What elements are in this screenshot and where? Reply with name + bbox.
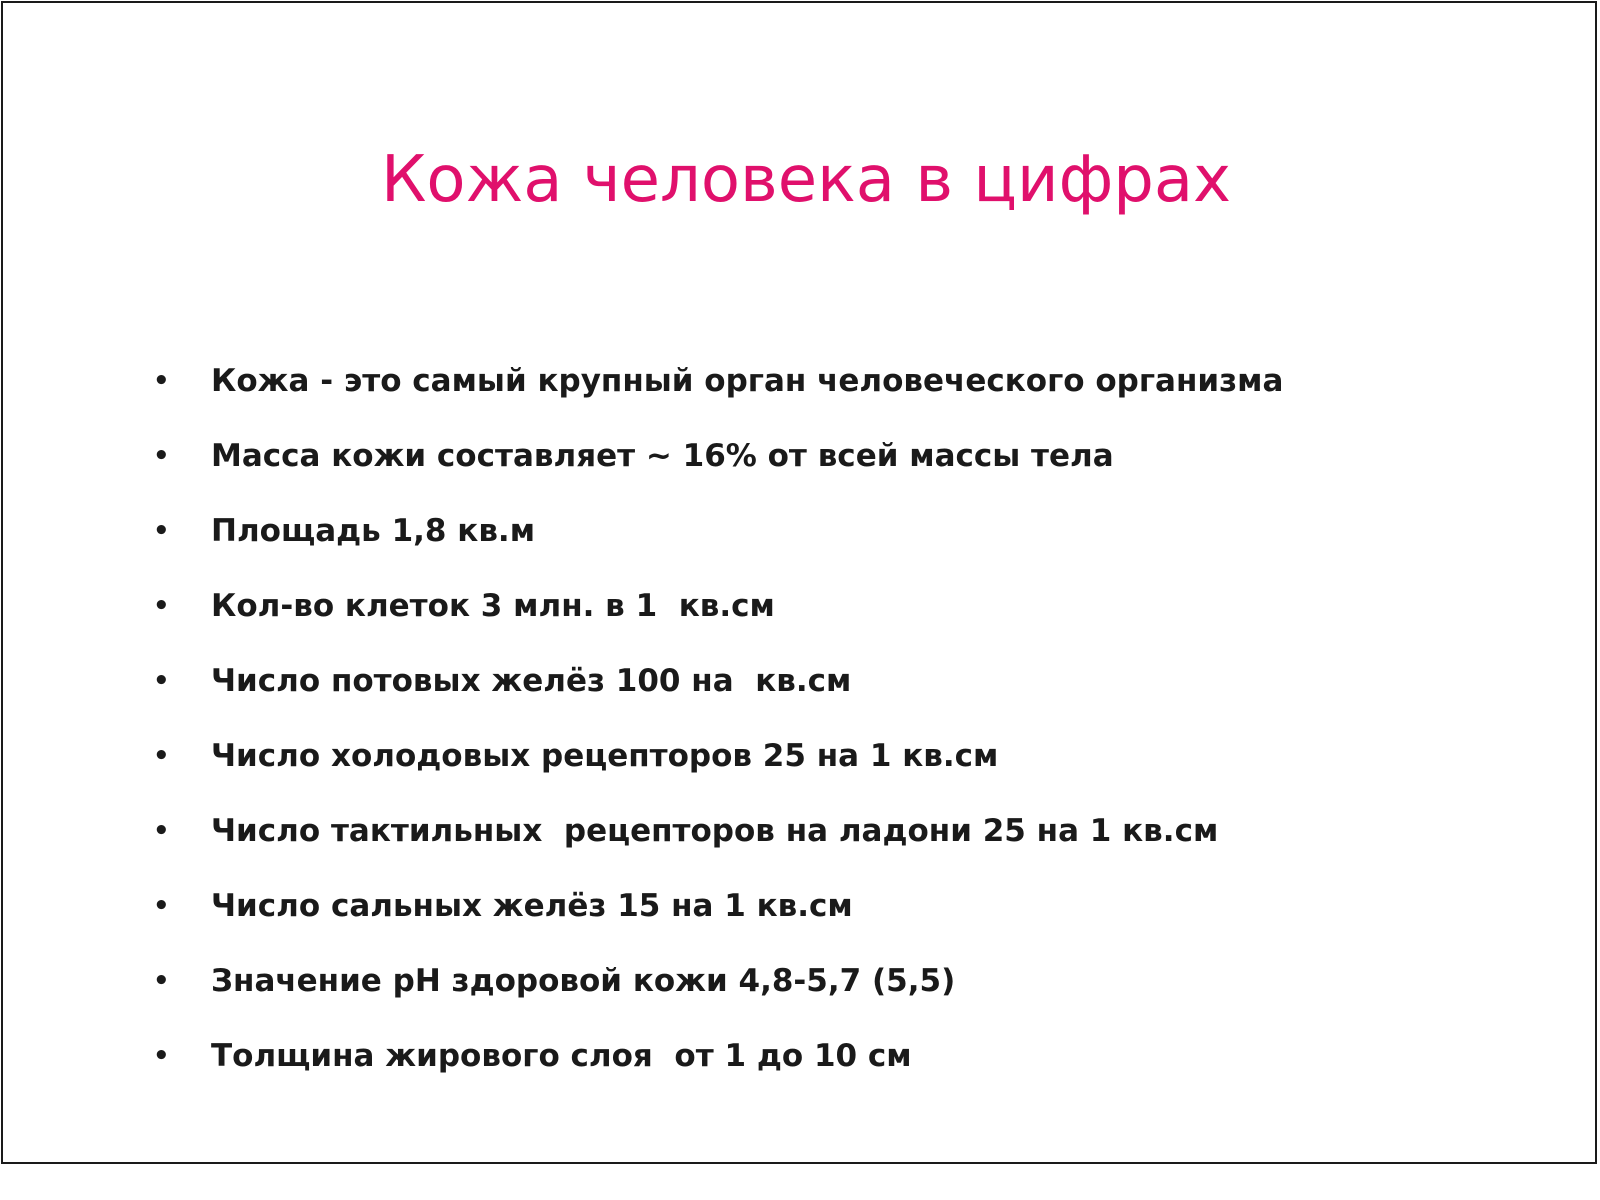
bullet-icon: • (153, 516, 170, 546)
bullet-icon: • (153, 591, 170, 621)
bullet-icon: • (153, 441, 170, 471)
slide-title: Кожа человека в цифрах (380, 143, 1232, 217)
bullet-icon: • (153, 366, 170, 396)
bullet-icon: • (153, 816, 170, 846)
list-item-text: Число холодовых рецепторов 25 на 1 кв.см (211, 738, 999, 774)
list-item-text: Число потовых желёз 100 на кв.см (211, 663, 852, 699)
list-item-text: Толщина жирового слоя от 1 до 10 см (211, 1038, 912, 1074)
bullet-icon: • (153, 741, 170, 771)
bullet-icon: • (153, 966, 170, 996)
bullet-icon: • (153, 1041, 170, 1071)
list-item-text: Значение pH здоровой кожи 4,8-5,7 (5,5) (211, 963, 956, 999)
list-item-text: Масса кожи составляет ~ 16% от всей массы тела (211, 438, 1114, 474)
list-item-text: Кол-во клеток 3 млн. в 1 кв.см (211, 588, 775, 624)
bullet-icon: • (153, 666, 170, 696)
list-item-text: Кожа - это самый крупный орган человеческого организма (211, 363, 1284, 399)
list-item-text: Число тактильных рецепторов на ладони 25 на 1 кв.см (211, 813, 1219, 849)
slide (1, 1, 1597, 1164)
list-item-text: Число сальных желёз 15 на 1 кв.см (211, 888, 853, 924)
bullet-icon: • (153, 891, 170, 921)
list-item-text: Площадь 1,8 кв.м (211, 513, 536, 549)
